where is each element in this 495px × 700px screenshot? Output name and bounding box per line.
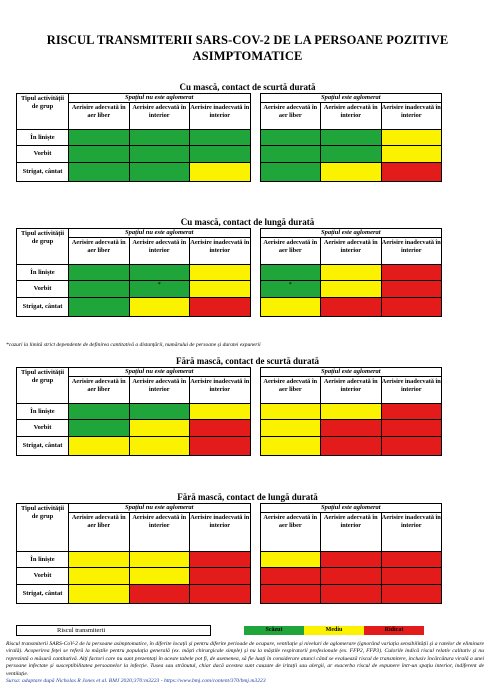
risk-cell-yellow xyxy=(69,437,130,456)
ventilation-header: Aerisire adecvată în interior xyxy=(321,513,382,552)
risk-cell-red xyxy=(321,298,382,317)
risk-cell-green xyxy=(321,130,382,146)
risk-table-2 xyxy=(16,228,441,317)
group-crowded-header: Spațiul este aglomerat xyxy=(260,229,442,238)
ventilation-header: Aerisire adecvată în interior xyxy=(321,377,382,404)
ventilation-header: Aerisire adecvată în aer liber xyxy=(260,513,321,552)
risk-cell-green xyxy=(69,281,130,298)
column-gap xyxy=(250,94,260,182)
risk-cell-red xyxy=(129,585,190,604)
activity-row-label: Vorbit xyxy=(17,420,69,437)
risk-cell-yellow xyxy=(129,420,190,437)
activity-header: Tipul activității de grup xyxy=(17,504,69,552)
source-text: Riscul transmiterii SARS-CoV-2 de la persoane asimptomatice, în diferite locații și pentru diferite perioade de ocupare, ventilație și niveluri de aglomerare (ignorând variația sensibilității și a ratelor de eliminare virală). Acoperirea feței se referă la măștile pentru populația generală (ex. măști chirurgicale simple) și nu la măștile respiratorii profesionale (ex. FFP2, FFP3). Culorile indică riscul relativ calitativ și nu reprezintă o măsură cantitativă. Alți factori care nu sunt prezentați în aceste tabele pot fi, de asemenea, să fie luați în considerare atunci când se evaluează riscul de transmitere, inclusiv încărcătura virală a unei persoane infectate și susceptibilitatea persoanelor la infecție. Tusea sau strănutul, chiar dacă acestea sunt cauzate de iritații sau alergii, ar exacerba riscul de expunere într-un spațiu interior, indiferent de ventilație. xyxy=(6,641,484,677)
risk-cell-green xyxy=(260,146,321,163)
risk-table-3 xyxy=(16,367,441,456)
risk-table-4 xyxy=(16,503,441,604)
activity-row-label: Vorbit xyxy=(17,281,69,298)
risk-cell-red xyxy=(321,585,382,604)
risk-cell-red xyxy=(381,568,442,585)
section-title-3: Fără mască, contact de scurtă durată xyxy=(176,356,319,366)
group-not-crowded-header: Spațiul nu este aglomerat xyxy=(69,229,251,238)
activity-row-label: În liniște xyxy=(17,404,69,420)
activity-row-label: Strigat, cântat xyxy=(17,437,69,456)
risk-cell-yellow xyxy=(129,552,190,568)
column-gap xyxy=(250,368,260,456)
ventilation-header: Aerisire adecvată în aer liber xyxy=(260,238,321,265)
risk-cell-yellow xyxy=(321,163,382,182)
ventilation-header: Aerisire inadecvată în interior xyxy=(190,103,251,130)
risk-cell-green xyxy=(260,281,321,298)
risk-cell-red xyxy=(381,163,442,182)
ventilation-header: Aerisire inadecvată în interior xyxy=(381,513,442,552)
risk-cell-green xyxy=(190,146,251,163)
risk-cell-red xyxy=(381,437,442,456)
risk-cell-green xyxy=(69,146,130,163)
risk-table-1 xyxy=(16,93,441,182)
activity-header: Tipul activității de grup xyxy=(17,94,69,130)
column-gap xyxy=(250,504,260,604)
risk-cell-yellow xyxy=(129,568,190,585)
ventilation-header: Aerisire inadecvată în interior xyxy=(381,238,442,265)
risk-cell-red xyxy=(381,265,442,281)
risk-cell-red xyxy=(260,568,321,585)
risk-grid xyxy=(16,503,442,604)
risk-cell-yellow xyxy=(321,281,382,298)
group-crowded-header: Spațiul este aglomerat xyxy=(260,94,442,103)
risk-cell-green xyxy=(69,404,130,420)
risk-cell-yellow xyxy=(69,552,130,568)
group-crowded-header: Spațiul este aglomerat xyxy=(260,504,442,513)
risk-cell-green xyxy=(69,298,130,317)
risk-cell-green xyxy=(129,130,190,146)
risk-cell-yellow xyxy=(381,146,442,163)
risk-cell-yellow xyxy=(260,437,321,456)
risk-cell-red xyxy=(381,281,442,298)
legend-high-swatch: Ridicat xyxy=(364,626,424,635)
risk-cell-red xyxy=(381,585,442,604)
risk-cell-red xyxy=(381,420,442,437)
legend-medium-swatch: Mediu xyxy=(304,626,364,635)
ventilation-header: Aerisire adecvată în aer liber xyxy=(69,377,130,404)
risk-cell-yellow xyxy=(190,281,251,298)
risk-cell-green xyxy=(260,265,321,281)
risk-cell-red xyxy=(321,552,382,568)
risk-cell-green xyxy=(129,265,190,281)
activity-row-label: Vorbit xyxy=(17,568,69,585)
activity-row-label: Strigat, cântat xyxy=(17,298,69,317)
risk-cell-yellow xyxy=(260,298,321,317)
risk-cell-yellow xyxy=(190,163,251,182)
legend-label: Riscul transmiterii xyxy=(16,625,211,636)
risk-cell-red xyxy=(190,568,251,585)
risk-cell-red xyxy=(190,298,251,317)
risk-cell-green xyxy=(129,146,190,163)
risk-cell-yellow xyxy=(129,298,190,317)
section-title-4: Fără mască, contact de lungă durată xyxy=(177,492,318,502)
activity-row-label: Strigat, cântat xyxy=(17,163,69,182)
ventilation-header: Aerisire inadecvată în interior xyxy=(381,103,442,130)
risk-cell-yellow xyxy=(129,437,190,456)
risk-cell-green xyxy=(69,163,130,182)
risk-cell-yellow xyxy=(260,552,321,568)
risk-cell-red xyxy=(190,585,251,604)
risk-cell-yellow xyxy=(190,404,251,420)
risk-cell-yellow xyxy=(260,404,321,420)
risk-grid xyxy=(16,93,442,182)
footnote: *cazuri la limită strict dependente de definirea cantitativă a distanțării, numărului de persoane și duratei expunerii xyxy=(6,342,261,348)
risk-grid xyxy=(16,228,442,317)
risk-cell-green xyxy=(260,130,321,146)
column-gap xyxy=(250,229,260,317)
risk-cell-green xyxy=(129,404,190,420)
ventilation-header: Aerisire adecvată în interior xyxy=(129,377,190,404)
ventilation-header: Aerisire inadecvată în interior xyxy=(190,513,251,552)
activity-row-label: În liniște xyxy=(17,552,69,568)
activity-row-label: Strigat, cântat xyxy=(17,585,69,604)
risk-cell-red xyxy=(260,585,321,604)
risk-cell-yellow xyxy=(260,420,321,437)
risk-cell-yellow xyxy=(321,265,382,281)
activity-header: Tipul activității de grup xyxy=(17,229,69,265)
section-title-2: Cu mască, contact de lungă durată xyxy=(180,217,315,227)
ventilation-header: Aerisire adecvată în aer liber xyxy=(69,513,130,552)
risk-cell-green xyxy=(260,163,321,182)
ventilation-header: Aerisire adecvată în aer liber xyxy=(69,103,130,130)
risk-cell-yellow xyxy=(381,130,442,146)
risk-cell-red xyxy=(381,404,442,420)
risk-cell-yellow xyxy=(321,404,382,420)
risk-cell-yellow xyxy=(190,265,251,281)
risk-cell-green xyxy=(69,130,130,146)
activity-row-label: În liniște xyxy=(17,130,69,146)
legend-low-swatch: Scăzut xyxy=(244,626,304,635)
risk-cell-green xyxy=(321,146,382,163)
ventilation-header: Aerisire adecvată în aer liber xyxy=(260,377,321,404)
borderline-marker: * xyxy=(157,282,161,288)
source-note xyxy=(6,641,484,685)
group-not-crowded-header: Spațiul nu este aglomerat xyxy=(69,504,251,513)
source-reference: Sursa: adaptare după Nicholas R Jones et al. BMJ 2020;370:m3223 - https://www.bmj.com/content/370/bmj.m3223 xyxy=(6,678,266,685)
ventilation-header: Aerisire inadecvată în interior xyxy=(190,377,251,404)
risk-cell-red xyxy=(321,568,382,585)
risk-cell-red xyxy=(190,437,251,456)
activity-row-label: Vorbit xyxy=(17,146,69,163)
risk-cell-yellow xyxy=(69,585,130,604)
risk-cell-green xyxy=(129,163,190,182)
risk-cell-green xyxy=(190,130,251,146)
ventilation-header: Aerisire inadecvată în interior xyxy=(381,377,442,404)
ventilation-header: Aerisire adecvată în interior xyxy=(129,513,190,552)
ventilation-header: Aerisire adecvată în interior xyxy=(321,238,382,265)
risk-cell-red xyxy=(190,420,251,437)
activity-row-label: În liniște xyxy=(17,265,69,281)
activity-header: Tipul activității de grup xyxy=(17,368,69,404)
ventilation-header: Aerisire adecvată în aer liber xyxy=(69,238,130,265)
group-not-crowded-header: Spațiul nu este aglomerat xyxy=(69,368,251,377)
risk-cell-red xyxy=(190,552,251,568)
risk-cell-yellow xyxy=(69,568,130,585)
ventilation-header: Aerisire adecvată în interior xyxy=(129,238,190,265)
section-title-1: Cu mască, contact de scurtă durată xyxy=(179,82,316,92)
group-not-crowded-header: Spațiul nu este aglomerat xyxy=(69,94,251,103)
ventilation-header: Aerisire inadecvată în interior xyxy=(190,238,251,265)
risk-grid xyxy=(16,367,442,456)
risk-legend xyxy=(16,625,441,636)
group-crowded-header: Spațiul este aglomerat xyxy=(260,368,442,377)
risk-cell-red xyxy=(321,420,382,437)
borderline-marker: * xyxy=(288,282,292,288)
ventilation-header: Aerisire adecvată în interior xyxy=(321,103,382,130)
ventilation-header: Aerisire adecvată în aer liber xyxy=(260,103,321,130)
risk-cell-red xyxy=(381,552,442,568)
risk-cell-green xyxy=(129,281,190,298)
risk-cell-red xyxy=(381,298,442,317)
risk-cell-green xyxy=(69,420,130,437)
risk-cell-green xyxy=(69,265,130,281)
ventilation-header: Aerisire adecvată în interior xyxy=(129,103,190,130)
page-title: RISCUL TRANSMITERII SARS-COV-2 DE LA PERSOANE POZITIVE ASIMPTOMATICE xyxy=(46,33,449,63)
risk-cell-red xyxy=(321,437,382,456)
